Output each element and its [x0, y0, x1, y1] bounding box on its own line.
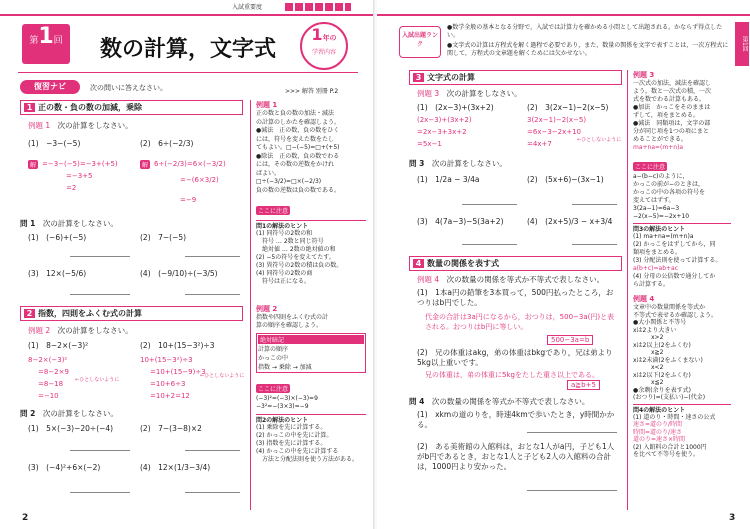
column-divider	[250, 100, 251, 510]
example-2-solution-2c: =10+6÷3	[150, 380, 186, 388]
example-2-solution-1b: =8−2×9	[38, 368, 69, 376]
review-instruction: 次の問いに答えなさい。	[90, 84, 167, 92]
answer-line	[462, 204, 517, 205]
example-4-solution-1: 代金の合計は3a円になるから，おつりは，500−3a(円)と表される。おつりはb円に等しい。	[425, 313, 615, 331]
solution-mark: 解	[30, 162, 37, 169]
example-3-solution-1b: =2x−3+3x+2	[417, 128, 467, 136]
example-1-problem-2: (2) 6÷(−2/3)	[140, 139, 194, 148]
example-1-solution-2b: =−(6×3/2)	[180, 176, 219, 184]
example-3-solution-1c: =5x−1	[417, 140, 442, 148]
answer-line	[185, 294, 240, 295]
page-number: 2	[22, 513, 29, 523]
example-4-answer-1: 500−3a=b	[547, 335, 593, 345]
answer-line	[527, 432, 617, 433]
review-nav-label: 復習ナビ	[20, 80, 80, 94]
example-3-heading: 例題 3 次の計算をしなさい。	[417, 89, 522, 98]
question-1-1: (1) (−6)+(−5)	[28, 233, 87, 242]
column-divider	[627, 70, 628, 510]
side-note-3: 例題 3 一次式の加法，減法を確認し よう。数と一次式の積，一次 式を数でわる計算もある。 ●加法 かっこをそのままは ずして，項をまとめる。 ●減法 同類項は，文字の部 分が同じ項を1つの項にまと めることができる。 ma+na=(m+n)a ここに注意 a−(b−c)のように， かっこの前が−のときは， かっこの中の各項の符号を 変えてはずす。 3(2a−1)=6a−3 −2(x−5)=−2x+10 問3の解法のヒント (1) ma+na=(m+n)a (2) かっこをはずしてから，同 類項をまとめる。 (3) 分配法則を使って計算する。 a(b+c)=ab+ac (4) 分母の公倍数で通分してか ら計算する。	[633, 70, 731, 289]
answer-line	[185, 492, 240, 493]
solution-mark-2: 解	[142, 162, 149, 169]
example-4-problem-1: (1) 1本a円の鉛筆を3本買って，500円払ったところ，おつりはb円でした。	[417, 288, 614, 307]
question-1-3: (3) 12×(−5/6)	[28, 269, 87, 278]
example-2-solution-1a: 8−2×(−3)²	[28, 356, 68, 364]
example-1-solution-1a: =−3−(−5)=−3+(+5)	[42, 160, 118, 168]
example-2-solution-2a: 10+(15−3²)÷3	[140, 356, 193, 364]
example-2-solution-2d: =10+2=12	[150, 392, 190, 400]
grade-badge: 1年の 学習内容	[300, 22, 348, 70]
answer-line	[70, 492, 130, 493]
example-2-note-2: ←ひとしないように	[200, 373, 245, 379]
answer-line	[462, 244, 517, 245]
answer-line	[185, 256, 240, 257]
question-4-1: (1) xkmの道のりを，時速4kmで歩いたとき，y時間かかる。	[417, 410, 615, 429]
question-1-2: (2) 7−(−5)	[140, 233, 187, 242]
chapter-side-tab: 第1回	[735, 22, 749, 66]
right-page	[377, 0, 750, 529]
example-3-solution-2a: 3(2x−1)−2(x−5)	[527, 116, 587, 124]
example-4-solution-2: 兄の体重は，弟の体重に5kgをたした重さ以上である。	[425, 371, 599, 379]
example-3-solution-1a: (2x−3)+(3x+2)	[417, 116, 472, 124]
intro-text-2: ●文字式の計算は方程式を解く過程で必要であり，また，数量の関係を文字で表すことは，一次方程式に関して，方程式の文章題を解くためには欠かせない。	[447, 42, 729, 57]
example-3-solution-2c: =4x+7	[527, 140, 552, 148]
example-2-heading: 例題 2 次の計算をしなさい。	[28, 326, 133, 335]
example-4-problem-2: (2) 兄の体重はakg，弟の体重はbkgであり，兄は弟より5kg以上重いです。	[417, 348, 613, 367]
question-3-1: (1) 1/2a − 3/4a	[417, 175, 480, 184]
example-3-problem-2: (2) 3(2x−1)−2(x−5)	[527, 103, 609, 112]
example-1-solution-1c: =2	[66, 184, 77, 192]
example-2-problem-2: (2) 10+(15−3²)÷3	[140, 341, 215, 350]
question-1-heading: 問 1 次の計算をしなさい。	[20, 219, 118, 228]
example-1-solution-2a: 6÷(−2/3)=6×(−3/2)	[154, 160, 226, 168]
example-3-problem-1: (1) (2x−3)+(3x+2)	[417, 103, 494, 112]
question-2-4: (4) 12×(1/3−3/4)	[140, 463, 211, 472]
answer-line	[70, 294, 130, 295]
section-4-header: 4 数量の関係を表す式	[409, 256, 622, 271]
example-1-heading: 例題 1 次の計算をしなさい。	[28, 121, 133, 130]
example-1-problem-1: (1) −3−(−5)	[28, 139, 81, 148]
question-2-heading: 問 2 次の計算をしなさい。	[20, 409, 118, 418]
question-2-2: (2) 7−(3−8)×2	[140, 424, 202, 433]
section-2-header: 2 指数，四則をふくむ式の計算	[20, 306, 243, 321]
memorize-box: 絶対暗記 計算の順序 かっこの中 指数 → 乗除 → 加減	[256, 333, 366, 373]
section-3-header: 3 文字式の計算	[409, 70, 622, 85]
answer-line	[185, 450, 240, 451]
chapter-badge: 第1回	[22, 24, 70, 64]
intro-text-1: ●数学全般の基本となる分野で，入試では計算力を確かめる小問として出題される。かならず得点したい。	[447, 24, 723, 39]
question-2-1: (1) 5×(−3)−20÷(−4)	[28, 424, 114, 433]
example-1-solution-1b: =−3+5	[66, 172, 93, 180]
answer-line	[527, 490, 617, 491]
answer-line	[572, 244, 617, 245]
answer-line	[70, 450, 130, 451]
header-strip	[0, 0, 375, 18]
section-1-header: 1 正の数・負の数の加減，乗除	[20, 100, 243, 115]
example-2-problem-1: (1) 8−2×(−3)²	[28, 341, 89, 350]
question-3-2: (2) (5x+6)−(3x−1)	[527, 175, 604, 184]
question-4-heading: 問 4 次の数量の関係を等式か不等式で表しなさい。	[409, 397, 590, 406]
example-2-solution-2b: =10+(15−9)÷3	[150, 368, 206, 376]
page-title: 数の計算，文字式	[100, 37, 277, 62]
side-note-1: 例題 1 正の数と負の数の加法・減法 の計算のしかたを確認しよう。 ●減法 正の数，負の数をひく には，符号を変えた数をたし てもよい。□−(−5)=□+(+5) ●除法 正の数，負の数でわる には，その数の逆数をかけれ ばよい。 □÷(−3/2)=□×(−2/3) 負の数の逆数は負の数である。 ここに注意 問1の解法のヒント (1) 同符号の2数の和 符号 … 2数と同じ符号 絶対値 … 2数の絶対値の和 (2) −5の符号を変えてたす。 (3) 異符号の2数の積は負の数。 (4) 同符号の2数の商 符号は正になる。	[256, 100, 366, 286]
level-label: 入試重要度	[232, 4, 263, 11]
example-1-solution-2c: =−9	[180, 196, 197, 204]
example-2-note: ←ひとしないように	[75, 377, 120, 383]
question-3-heading: 問 3 次の計算をしなさい。	[409, 159, 507, 168]
question-3-4: (4) (2x+5)/3 − x+3/4	[527, 217, 613, 226]
example-4-answer-2: a≧b+5	[567, 380, 600, 390]
side-note-2: 例題 2 指数や四則をふくむ式の計 算の順序を確認しよう。 絶対暗記 計算の順序 かっこの中 指数 → 乗除 → 加減 ここに注意 (−3)²=(−3)×(−3)=9 −3²=−(3×3)=−9 問2の解法のヒント (1) 乗除を先に計算する。 (2) かっこの中を先に計算。 (3) 指数を先に計算する。 (4) かっこの中を先に計算する 方法と分配法則を使う方法がある。	[256, 304, 366, 464]
rank-badge: 入試出題ランク	[399, 26, 441, 58]
question-2-3: (3) (−4)²+6×(−2)	[28, 463, 101, 472]
example-2-solution-1d: =−10	[38, 392, 59, 400]
example-4-heading: 例題 4 次の数量の関係を等式か不等式で表しなさい。	[417, 275, 605, 284]
answer-line	[572, 204, 617, 205]
side-note-4: 例題 4 文章中の数量関係を等式か 不等式で表せるか確認しよう。 ●大小関係と不等号 xは2より大きい x>2 xは2以上(2をふくむ) x≧2 xは2未満(2をふくまない) x<2 xは2以下(2をふくむ) x≦2 ●余剰(余りを表す式) (おつり)=(支払い)−(代金) 問4の解法のヒント (1) 道のり・時間・速さの公式 速さ=道のり/時間 時間=道のり/速さ 道のり=速さ×時間 (2) 入館料の合計と1000円 を比べて不等号を使う。	[633, 294, 731, 459]
example-2-solution-1c: =8−18	[38, 380, 64, 388]
answer-ref: >>> 解答 別冊 P.2	[285, 88, 339, 95]
example-3-note: ←ひとしないように	[577, 137, 622, 143]
question-1-4: (4) (−9/10)÷(−3/5)	[140, 269, 218, 278]
level-stars	[285, 3, 351, 11]
page-number: 3	[729, 513, 736, 523]
answer-line	[70, 256, 130, 257]
example-3-solution-2b: =6x−3−2x+10	[527, 128, 582, 136]
question-3-3: (3) 4(7a−3)−5(3a+2)	[417, 217, 504, 226]
question-4-2: (2) ある美術館の入館料は，おとな1人がa円，子ども1人がb円であるとき，おとな1人と子ども2人の入館料の合計は，1000円より安かった。	[417, 442, 615, 471]
